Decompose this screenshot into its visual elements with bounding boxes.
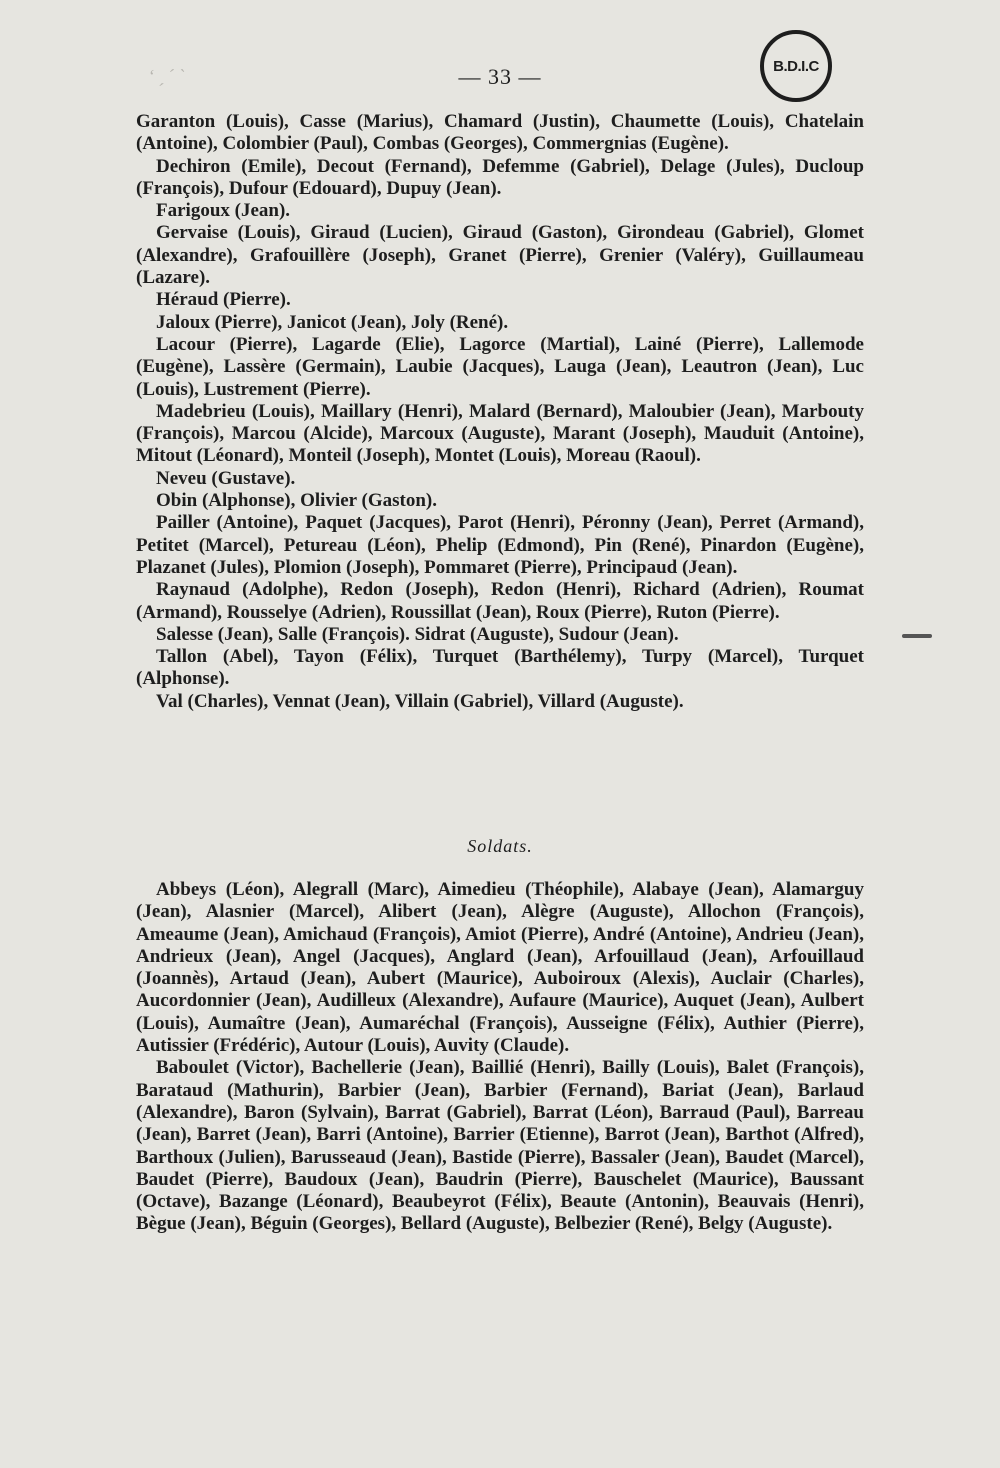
name-paragraph: Salesse (Jean), Salle (François). Sidrat (Auguste), Sudour (Jean).: [156, 623, 679, 645]
name-paragraph: Dechiron (Emile), Decout (Fernand), Defemme (Gabriel), Delage (Jules), Ducloup (François), Dufour (Edouard), Dupuy (Jean).: [136, 155, 864, 199]
name-paragraph: Madebrieu (Louis), Maillary (Henri), Malard (Bernard), Maloubier (Jean), Marbouty (François), Marcou (Alcide), Marcoux (Auguste), Marant (Joseph), Mauduit (Antoine), Mitout (Léonard), Monteil (Joseph), Montet (Louis), Moreau (Raoul).: [136, 400, 864, 467]
name-paragraph: Héraud (Pierre).: [156, 289, 291, 311]
name-paragraph: Farigoux (Jean).: [156, 200, 291, 222]
name-paragraph: Tallon (Abel), Tayon (Félix), Turquet (Barthélemy), Turpy (Marcel), Turquet (Alphonse).: [136, 646, 864, 690]
library-stamp: [760, 30, 832, 102]
page-number: — 33 —: [458, 64, 542, 89]
section-heading: Soldats.: [467, 836, 533, 856]
name-paragraph: Pailler (Antoine), Paquet (Jacques), Parot (Henri), Péronny (Jean), Perret (Armand), Petitet (Marcel), Petureau (Léon), Phelip (Edmond), Pin (René), Pinardon (Eugène), Plazanet (Jules), Plomion (Joseph), Pommaret (Pierre), Principaud (Jean).: [136, 512, 864, 578]
margin-mark: [902, 634, 932, 638]
ink-smudge: ʻ ˏ ˊ ˋ: [148, 66, 186, 86]
soldiers-name-list: [136, 879, 864, 1236]
name-paragraph: Garanton (Louis), Casse (Marius), Chamard (Justin), Chaumette (Louis), Chatelain (Antoine), Colombier (Paul), Combas (Georges), Commergnias (Eugène).: [136, 111, 864, 155]
name-paragraph: Val (Charles), Vennat (Jean), Villain (Gabriel), Villard (Auguste).: [156, 690, 684, 712]
officers-name-list: [136, 111, 864, 713]
name-paragraph: Raynaud (Adolphe), Redon (Joseph), Redon (Henri), Richard (Adrien), Roumat (Armand), Rousselye (Adrien), Roussillat (Jean), Roux (Pierre), Ruton (Pierre).: [136, 579, 864, 623]
name-paragraph: Neveu (Gustave).: [156, 467, 296, 489]
name-paragraph: Jaloux (Pierre), Janicot (Jean), Joly (René).: [156, 311, 509, 333]
name-paragraph: Baboulet (Victor), Bachellerie (Jean), Baillié (Henri), Bailly (Louis), Balet (François), Barataud (Mathurin), Barbier (Jean), Barbier (Fernand), Bariat (Jean), Barlaud (Alexandre), Baron (Sylvain), Barrat (Gabriel), Barrat (Léon), Barraud (Paul), Barreau (Jean), Barret (Jean), Barri (Antoine), Barrier (Etienne), Barrot (Jean), Barthot (Alfred), Barthoux (Julien), Barusseaud (Jean), Bastide (Pierre), Bassaler (Jean), Baudet (Marcel), Baudet (Pierre), Baudoux (Jean), Baudrin (Pierre), Bauschelet (Maurice), Baussant (Octave), Bazange (Léonard), Beaubeyrot (Félix), Beaute (Antonin), Beauvais (Henri), Bègue (Jean), Béguin (Georges), Bellard (Auguste), Belbezier (René), Belgy (Auguste).: [136, 1057, 864, 1235]
name-paragraph: Obin (Alphonse), Olivier (Gaston).: [156, 490, 437, 512]
name-paragraph: Lacour (Pierre), Lagarde (Elie), Lagorce (Martial), Lainé (Pierre), Lallemode (Eugène), Lassère (Germain), Laubie (Jacques), Lauga (Jean), Leautron (Jean), Luc (Louis), Lustrement (Pierre).: [136, 333, 864, 400]
name-paragraph: Abbeys (Léon), Alegrall (Marc), Aimedieu (Théophile), Alabaye (Jean), Alamarguy (Jean), Alasnier (Marcel), Alibert (Jean), Alègre (Auguste), Allochon (François), Ameaume (Jean), Amichaud (François), Amiot (Pierre), André (Antoine), Andrieu (Jean), Andrieux (Jean), Angel (Jacques), Anglard (Jean), Arfouillaud (Jean), Arfouillaud (Joannès), Artaud (Jean), Aubert (Maurice), Auboiroux (Alexis), Auclair (Charles), Aucordonnier (Jean), Audilleux (Alexandre), Aufaure (Maurice), Auquet (Jean), Aulbert (Louis), Aumaître (Jean), Aumaréchal (François), Ausseigne (Félix), Authier (Pierre), Autissier (Frédéric), Autour (Louis), Auvity (Claude).: [136, 879, 864, 1057]
stamp-text: B.D.I.C: [773, 57, 819, 75]
name-paragraph: Gervaise (Louis), Giraud (Lucien), Giraud (Gaston), Girondeau (Gabriel), Glomet (Alexandre), Grafouillère (Joseph), Granet (Pierre), Grenier (Valéry), Guillaumeau (Lazare).: [136, 222, 864, 289]
